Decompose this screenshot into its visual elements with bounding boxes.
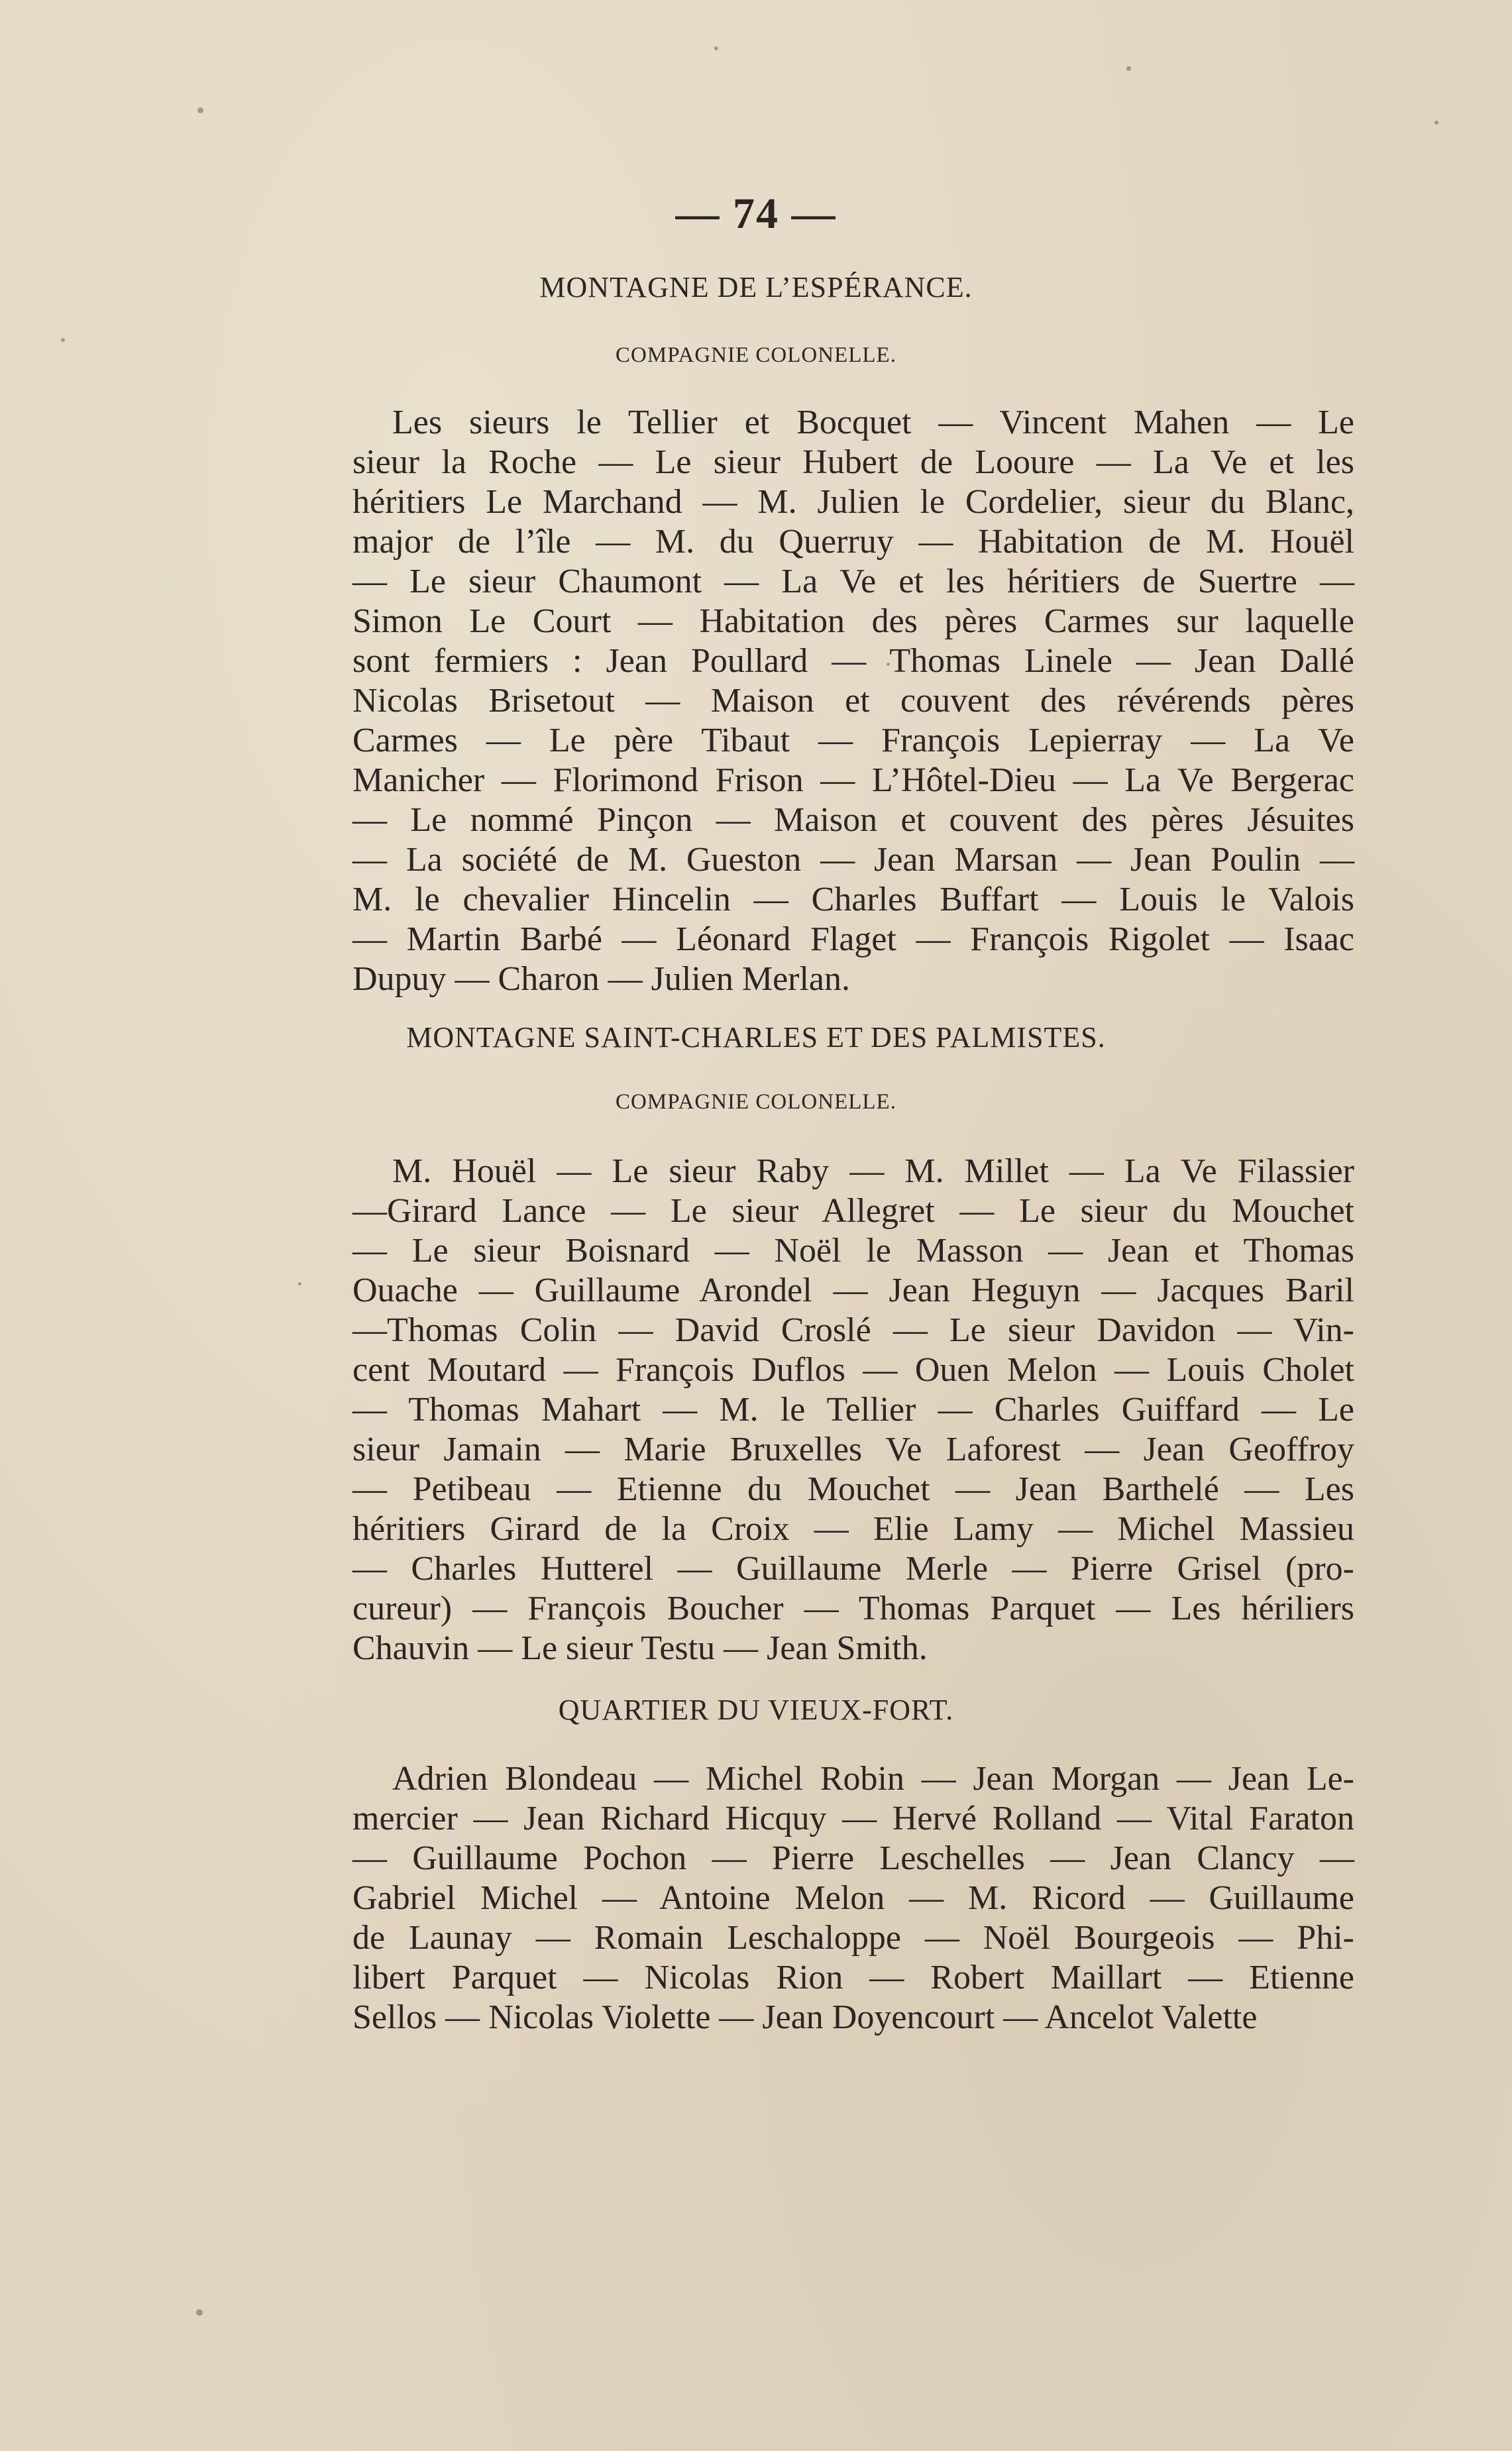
section-title-esperance: MONTAGNE DE L’ESPÉRANCE.: [539, 271, 973, 303]
text-line: major de l’île — M. du Querruy — Habitation de M. Houël: [352, 523, 1354, 561]
text-line: sieur Jamain — Marie Bruxelles Ve Laforest — Jean Geoffroy: [352, 1431, 1354, 1468]
text-line: — La société de M. Gueston — Jean Marsan — Jean Poulin —: [352, 841, 1354, 879]
text-line: Carmes — Le père Tibaut — François Lepierray — La Ve: [352, 722, 1354, 759]
text-line: — Petibeau — Etienne du Mouchet — Jean Barthelé — Les: [352, 1470, 1354, 1508]
paragraph-esperance: [352, 403, 1354, 999]
text-line: héritiers Girard de la Croix — Elie Lamy — Michel Massieu: [352, 1510, 1354, 1548]
text-line: — Martin Barbé — Léonard Flaget — François Rigolet — Isaac: [352, 920, 1354, 958]
text-line: Simon Le Court — Habitation des pères Carmes sur laquelle: [352, 602, 1354, 640]
text-line: —Girard Lance — Le sieur Allegret — Le sieur du Mouchet: [352, 1192, 1354, 1230]
text-line: Gabriel Michel — Antoine Melon — M. Ricord — Guillaume: [352, 1879, 1354, 1917]
section-title-saint-charles: MONTAGNE SAINT-CHARLES ET DES PALMISTES.: [406, 1021, 1106, 1054]
text-line: sont fermiers : Jean Poullard — Thomas Linele — Jean Dallé: [352, 642, 1354, 680]
text-line: Sellos — Nicolas Violette — Jean Doyencourt — Ancelot Valette: [352, 1998, 1258, 2036]
text-line: Dupuy — Charon — Julien Merlan.: [352, 960, 851, 998]
text-line: Manicher — Florimond Frison — L’Hôtel-Dieu — La Ve Bergerac: [352, 761, 1354, 799]
text-line: mercier — Jean Richard Hicquy — Hervé Rolland — Vital Faraton: [352, 1800, 1354, 1837]
text-line: Les sieurs le Tellier et Bocquet — Vincent Mahen — Le: [392, 404, 1354, 441]
text-line: Adrien Blondeau — Michel Robin — Jean Morgan — Jean Le-: [392, 1760, 1354, 1798]
text-line: cent Moutard — François Duflos — Ouen Melon — Louis Cholet: [352, 1351, 1354, 1389]
section-subtitle-esperance: COMPAGNIE COLONELLE.: [616, 343, 896, 367]
text-line: —Thomas Colin — David Croslé — Le sieur Davidon — Vin-: [352, 1311, 1354, 1349]
paper-speck: [196, 2309, 203, 2316]
text-line: — Guillaume Pochon — Pierre Leschelles — Jean Clancy —: [352, 1839, 1354, 1877]
text-line: héritiers Le Marchand — M. Julien le Cordelier, sieur du Blanc,: [352, 483, 1354, 521]
paper-speck: [714, 46, 718, 50]
paper-speck: [1434, 121, 1438, 125]
section-subtitle-saint-charles: COMPAGNIE COLONELLE.: [616, 1090, 896, 1114]
section-title-vieux-fort: QUARTIER DU VIEUX-FORT.: [558, 1694, 954, 1726]
paper-speck: [61, 338, 65, 342]
paper-speck: [197, 107, 203, 113]
text-line: Nicolas Brisetout — Maison et couvent des révérends pères: [352, 682, 1354, 720]
text-line: M. Houël — Le sieur Raby — M. Millet — La Ve Filassier: [392, 1152, 1354, 1190]
paragraph-saint-charles: [352, 1152, 1354, 1668]
paragraph-vieux-fort: [352, 1759, 1354, 2038]
text-line: Chauvin — Le sieur Testu — Jean Smith.: [352, 1629, 928, 1667]
text-line: de Launay — Romain Leschaloppe — Noël Bourgeois — Phi-: [352, 1919, 1354, 1957]
text-line: libert Parquet — Nicolas Rion — Robert Maillart — Etienne: [352, 1959, 1354, 1996]
text-line: sieur la Roche — Le sieur Hubert de Looure — La Ve et les: [352, 443, 1354, 481]
paper-speck: [298, 1282, 301, 1285]
page-number: — 74 —: [675, 190, 837, 238]
text-line: — Charles Hutterel — Guillaume Merle — Pierre Grisel (pro-: [352, 1550, 1354, 1588]
text-line: cureur) — François Boucher — Thomas Parquet — Les hériliers: [352, 1590, 1354, 1627]
paper-speck: [1126, 66, 1131, 71]
text-line: — Thomas Mahart — M. le Tellier — Charles Guiffard — Le: [352, 1391, 1354, 1429]
text-line: M. le chevalier Hincelin — Charles Buffart — Louis le Valois: [352, 881, 1354, 918]
text-line: — Le nommé Pinçon — Maison et couvent des pères Jésuites: [352, 801, 1354, 839]
text-line: Ouache — Guillaume Arondel — Jean Heguyn — Jacques Baril: [352, 1272, 1354, 1309]
text-line: — Le sieur Chaumont — La Ve et les héritiers de Suertre —: [352, 563, 1354, 600]
text-line: — Le sieur Boisnard — Noël le Masson — Jean et Thomas: [352, 1232, 1354, 1270]
